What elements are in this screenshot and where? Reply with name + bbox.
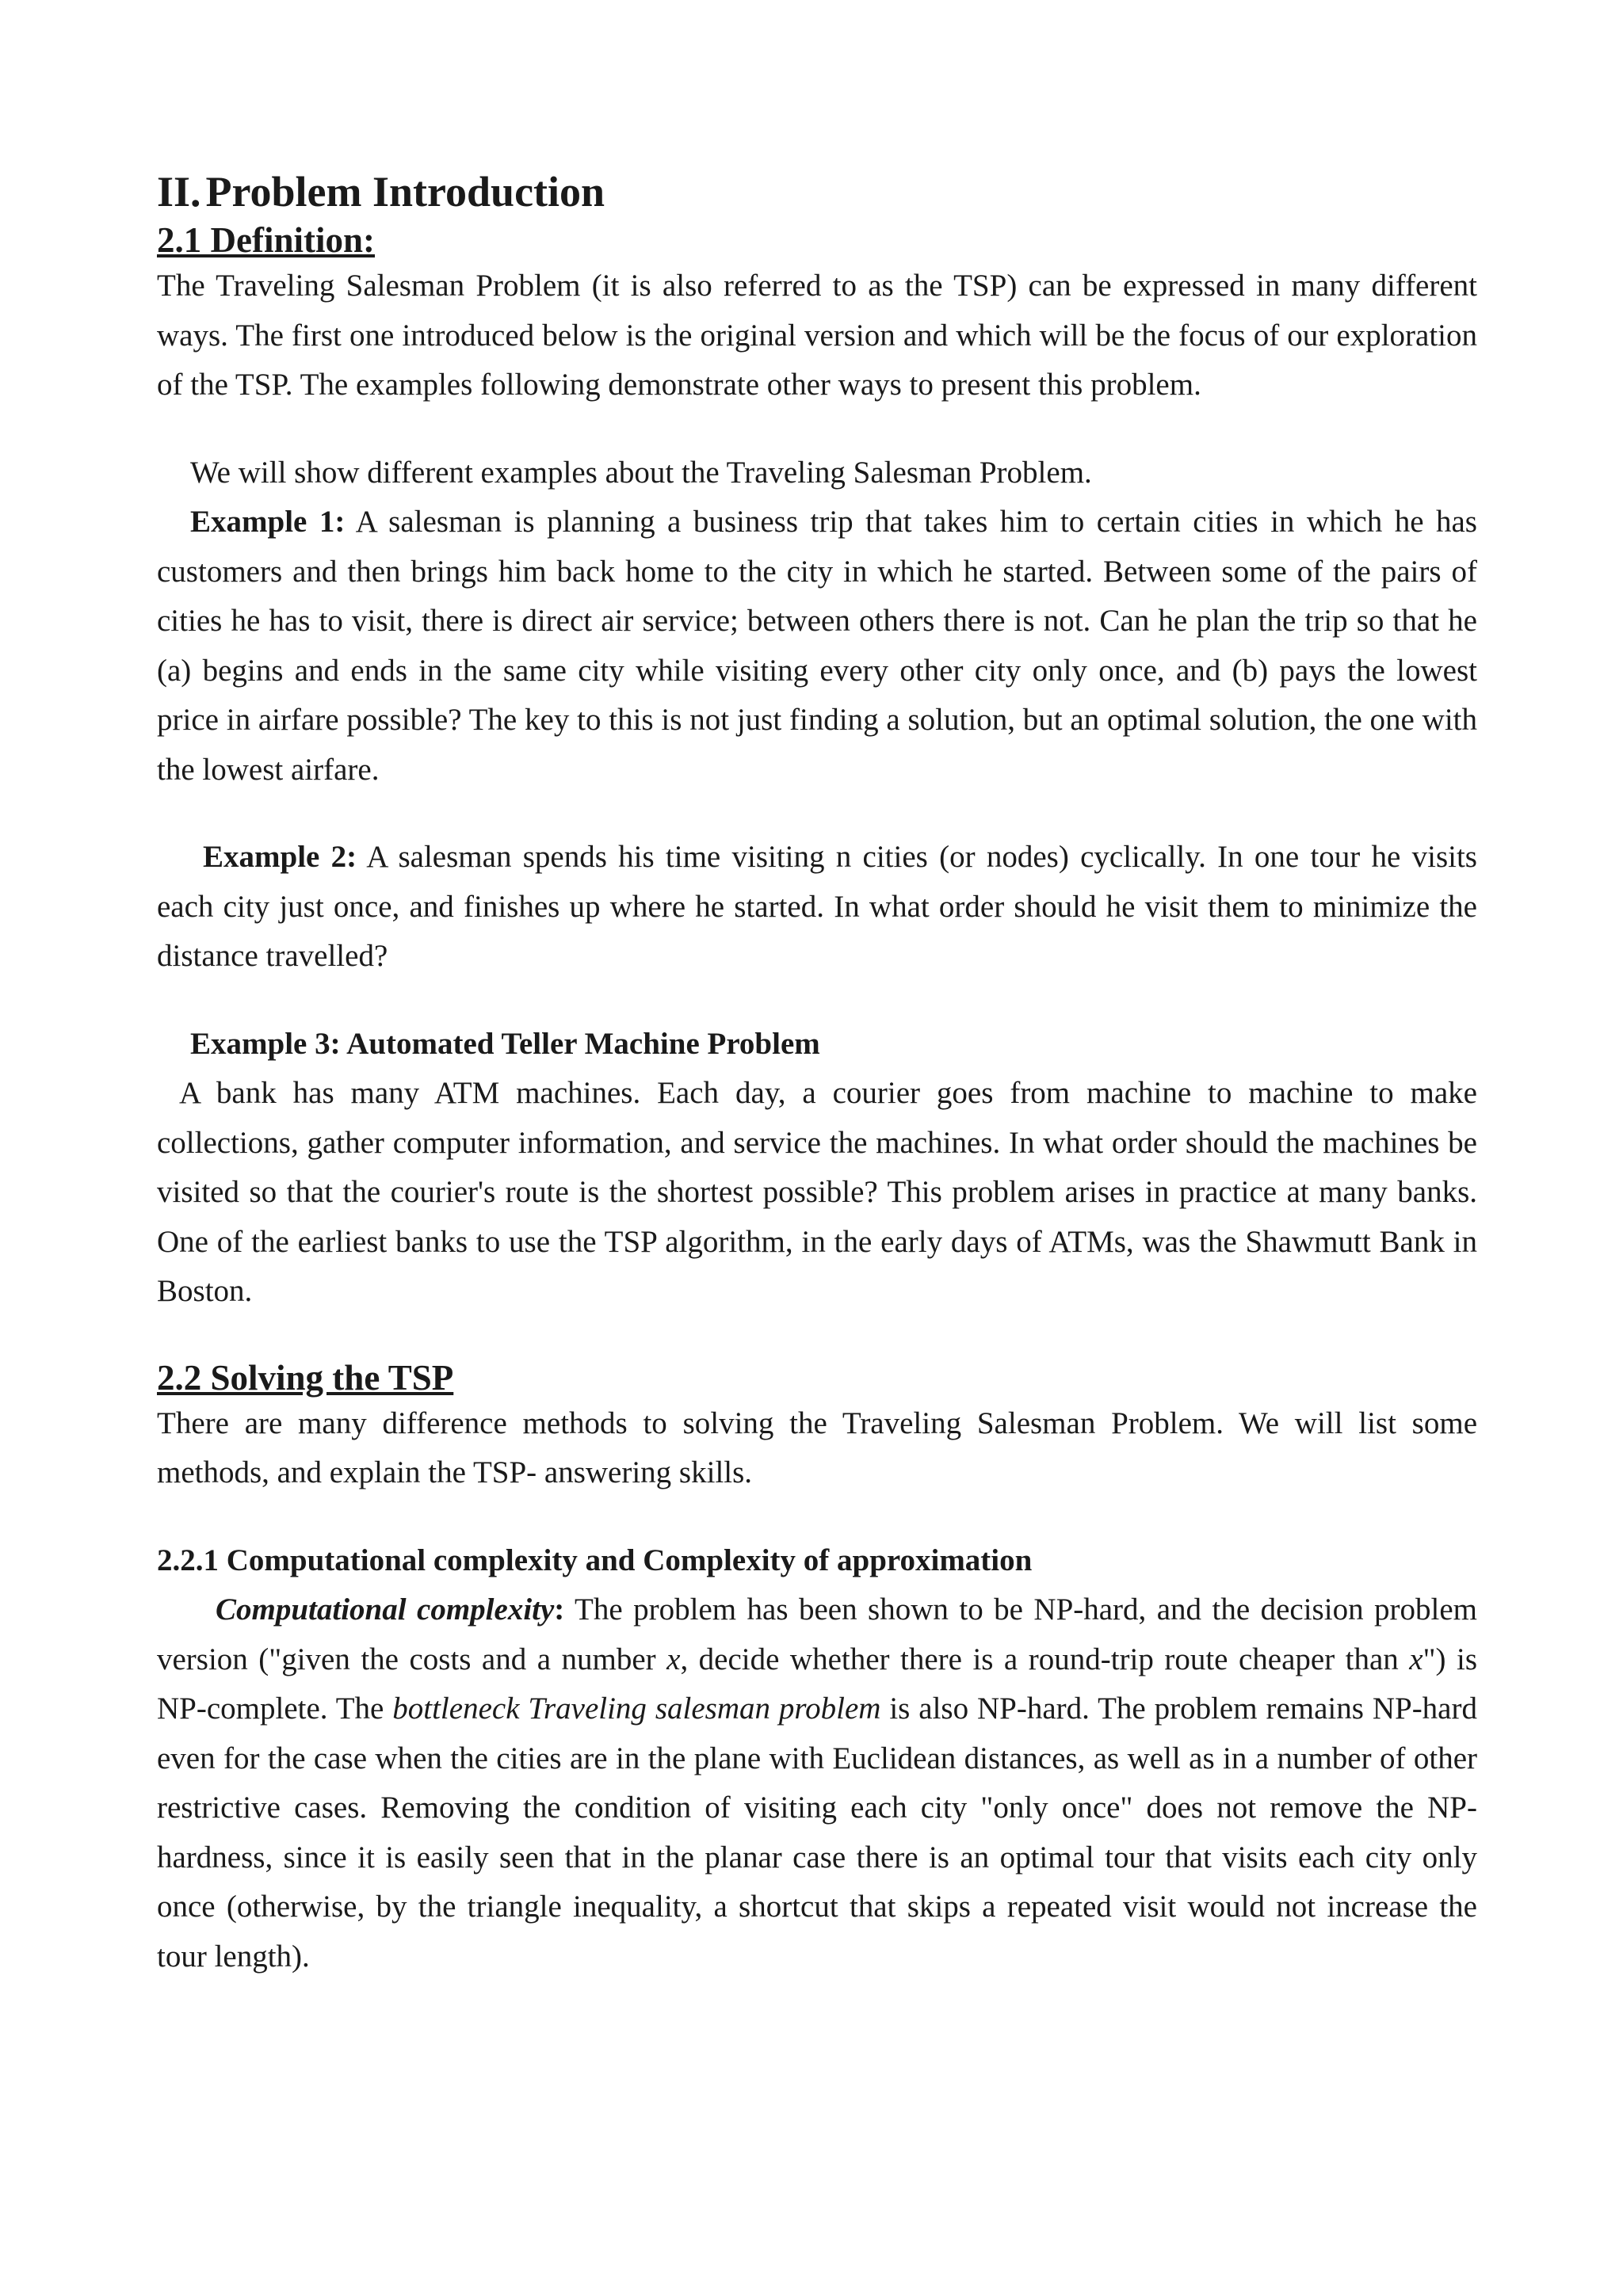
- complexity-paragraph: [157, 1585, 1477, 1981]
- example-2-paragraph: [157, 833, 1477, 982]
- complexity-term: Computational complexity: [216, 1592, 555, 1627]
- example-1-paragraph: [157, 498, 1477, 795]
- complexity-text-1: The problem has been shown to be NP-hard, and the decision problem version ("given the costs and a number: [157, 1592, 1477, 1676]
- chapter-heading: [157, 165, 1477, 219]
- complexity-text-2: , decide whether there is a round-trip route cheaper than: [680, 1642, 1410, 1676]
- spacer: [157, 1317, 1477, 1356]
- complexity-text-3: ") is NP-complete. The: [157, 1642, 1478, 1726]
- section-heading-solving: 2.2 Solving the TSP: [157, 1357, 454, 1398]
- example-3-label: Example 3: Automated Teller Machine Problem: [190, 1026, 820, 1061]
- example-1-text: A salesman is planning a business trip that takes him to certain cities in which he has customers and then brings him back home to the city in which he started. Between some of the pairs of cities he has to visit, there is direct air service; between others there is not. Can he plan the trip so that he (a) begins and ends in the same city while visiting every other city only once, and (b) pays the lowest price in airfare possible? The key to this is not just finding a solution, but an optimal solution, the one with the lowest airfare.: [157, 505, 1477, 787]
- example-3-heading: [157, 1020, 1477, 1070]
- variable-x: x: [1409, 1642, 1423, 1676]
- chapter-number: II.: [157, 168, 201, 215]
- example-1-label: Example 1:: [190, 505, 346, 539]
- spacer: [157, 982, 1477, 1020]
- example-2-label: Example 2:: [203, 840, 357, 874]
- variable-x: x: [666, 1642, 681, 1676]
- definition-paragraph: The Traveling Salesman Problem (it is also referred to as the TSP) can be expressed in many different ways. The first one introduced below is the original version and which will be the focus of our exploration of the TSP. The examples following demonstrate other ways to present this problem.: [157, 269, 1477, 402]
- section-heading-definition: 2.1 Definition:: [157, 220, 375, 260]
- example-2-text: A salesman spends his time visiting n cities (or nodes) cyclically. In one tour he visits each city just once, and finishes up where he started. In what order should he visit them to minimize the distance travelled?: [157, 840, 1477, 973]
- document-page: [157, 165, 1477, 1981]
- spacer: [157, 795, 1477, 833]
- subsection-heading-complexity: 2.2.1 Computational complexity and Complexity of approximation: [157, 1543, 1033, 1577]
- complexity-text-4: is also NP-hard. The problem remains NP-hard even for the case when the cities are in the plane with Euclidean distances, as well as in a number of other restrictive cases. Removing the condition of visiting each city "only once" does not remove the NP-hardness, since it is easily seen that in the planar case there is an optimal tour that visits each city only once (otherwise, by the triangle inequality, a shortcut that skips a repeated visit would not increase the tour length).: [157, 1691, 1477, 1974]
- chapter-title: Problem Introduction: [205, 168, 605, 215]
- complexity-term-colon: :: [554, 1592, 565, 1627]
- solving-intro-paragraph: There are many difference methods to solving the Traveling Salesman Problem. We will list some methods, and explain the TSP- answering skills.: [157, 1405, 1477, 1489]
- spacer: [157, 1498, 1477, 1536]
- spacer: [157, 410, 1477, 448]
- bottleneck-term: bottleneck Traveling salesman problem: [392, 1691, 881, 1726]
- example-3-paragraph: A bank has many ATM machines. Each day, a courier goes from machine to machine to make collections, gather computer information, and service the machines. In what order should the machines be visited so that the courier's route is the shortest possible? This problem arises in practice at many banks. One of the earliest banks to use the TSP algorithm, in the early days of ATMs, was the Shawmutt Bank in Boston.: [157, 1076, 1477, 1308]
- examples-intro-paragraph: We will show different examples about the Traveling Salesman Problem.: [190, 455, 1092, 490]
